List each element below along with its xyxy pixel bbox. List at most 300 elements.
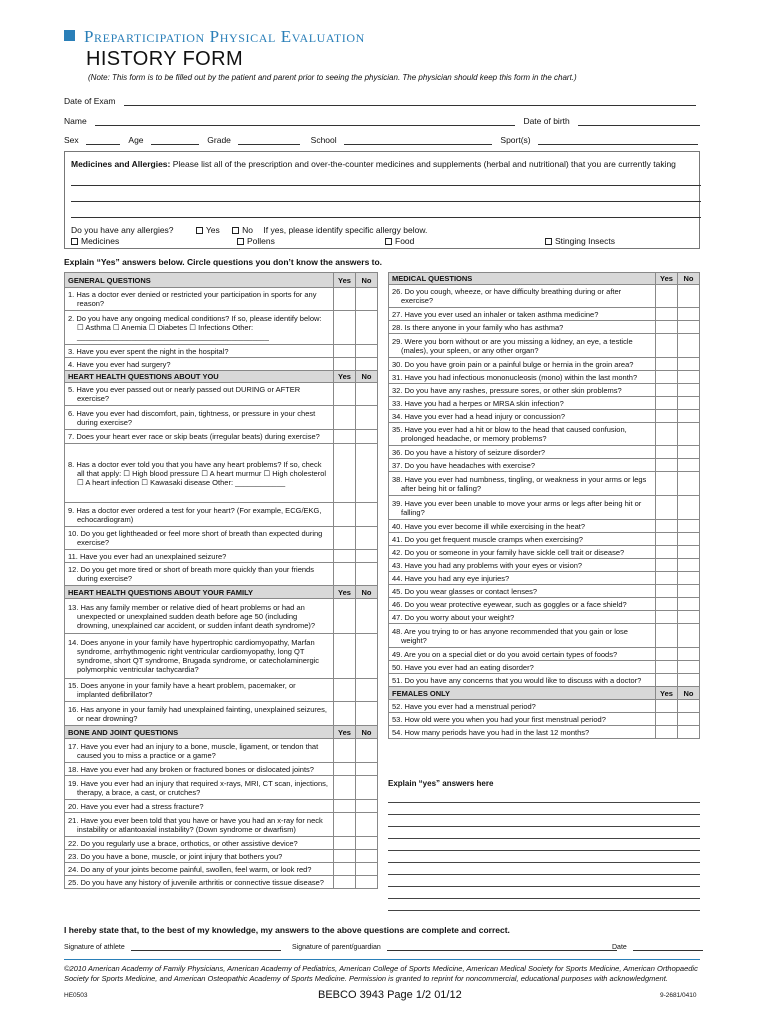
no-answer-cell[interactable] <box>356 430 378 444</box>
no-answer-cell[interactable] <box>678 611 700 624</box>
attestation: I hereby state that, to the best of my knowledge, my answers to the above questions are complete and correct. <box>64 925 510 935</box>
question-row <box>389 674 700 687</box>
yes-answer-cell[interactable] <box>334 837 356 850</box>
no-answer-cell[interactable] <box>678 321 700 334</box>
yes-answer-cell[interactable] <box>334 444 356 503</box>
question-row <box>65 288 378 311</box>
explain-line[interactable] <box>388 814 700 815</box>
no-answer-cell[interactable] <box>678 559 700 572</box>
no-answer-cell[interactable] <box>678 648 700 661</box>
yes-answer-cell[interactable] <box>334 800 356 813</box>
form-code-left: HE0503 <box>64 992 88 999</box>
question-text: 6. Have you ever had discomfort, pain, tightness, or pressure in your chest during exercise? <box>65 406 334 430</box>
form-title: Preparticipation Physical Evaluation <box>84 27 365 46</box>
question-row <box>65 800 378 813</box>
parent-signature-field[interactable] <box>387 944 617 951</box>
question-row <box>65 563 378 586</box>
if-yes-text: If yes, please identify specific allergy below. <box>263 225 428 235</box>
yes-answer-cell[interactable] <box>656 611 678 624</box>
section-header <box>65 726 378 739</box>
yes-answer-cell[interactable] <box>334 288 356 311</box>
no-answer-cell[interactable] <box>678 585 700 598</box>
question-row <box>65 345 378 358</box>
medicines-line[interactable] <box>71 185 701 186</box>
yes-label: Yes <box>205 225 220 235</box>
footer-rule <box>64 959 700 960</box>
allergy-question: Do you have any allergies? <box>71 225 174 235</box>
yes-answer-cell[interactable] <box>656 410 678 423</box>
no-answer-cell[interactable] <box>356 311 378 345</box>
question-text: 23. Do you have a bone, muscle, or joint injury that bothers you? <box>65 850 334 863</box>
allergy-no-checkbox[interactable] <box>232 227 239 234</box>
question-row <box>65 599 378 634</box>
header-square <box>64 30 75 41</box>
no-answer-cell[interactable] <box>356 563 378 586</box>
yes-answer-cell[interactable] <box>334 358 356 371</box>
no-label: No <box>242 225 254 235</box>
question-text: 40. Have you ever become ill while exercising in the heat? <box>389 520 656 533</box>
no-answer-cell[interactable] <box>356 503 378 527</box>
yes-answer-cell[interactable] <box>334 550 356 563</box>
stinging-label: Stinging Insects <box>555 236 616 246</box>
question-row <box>389 559 700 572</box>
no-answer-cell[interactable] <box>356 776 378 800</box>
question-text: 49. Are you on a special diet or do you avoid certain types of foods? <box>389 648 656 661</box>
parent-signature-row <box>292 944 617 951</box>
no-answer-cell[interactable] <box>678 459 700 472</box>
section-title: HEART HEALTH QUESTIONS ABOUT YOU <box>65 371 334 383</box>
no-answer-cell[interactable] <box>356 702 378 726</box>
question-text: 38. Have you ever had numbness, tingling, or weakness in your arms or legs after being hit or falling? <box>389 472 656 496</box>
name-label: Name <box>64 116 87 126</box>
question-text: 45. Do you wear glasses or contact lenses? <box>389 585 656 598</box>
question-text: 52. Have you ever had a menstrual period? <box>389 700 656 713</box>
stinging-checkbox[interactable] <box>545 238 552 245</box>
question-row <box>65 634 378 679</box>
question-text: 16. Has anyone in your family had unexplained fainting, unexplained seizures, or near drowning? <box>65 702 334 726</box>
no-answer-cell[interactable] <box>678 308 700 321</box>
no-answer-cell[interactable] <box>678 661 700 674</box>
yes-answer-cell[interactable] <box>656 700 678 713</box>
no-answer-cell[interactable] <box>356 863 378 876</box>
explain-line[interactable] <box>388 910 700 911</box>
question-row <box>389 334 700 358</box>
yes-answer-cell[interactable] <box>656 308 678 321</box>
no-column-header: No <box>356 586 378 599</box>
name-field[interactable] <box>95 117 515 126</box>
no-answer-cell[interactable] <box>356 406 378 430</box>
no-answer-cell[interactable] <box>356 763 378 776</box>
no-column-header: No <box>356 726 378 739</box>
no-answer-cell[interactable] <box>678 533 700 546</box>
yes-answer-cell[interactable] <box>656 624 678 648</box>
yes-answer-cell[interactable] <box>656 496 678 520</box>
yes-answer-cell[interactable] <box>656 459 678 472</box>
sex-field[interactable] <box>86 136 120 145</box>
question-text: 46. Do you wear protective eyewear, such as goggles or a face shield? <box>389 598 656 611</box>
question-text: 32. Do you have any rashes, pressure sores, or other skin problems? <box>389 384 656 397</box>
no-column-header: No <box>678 687 700 700</box>
yes-answer-cell[interactable] <box>334 702 356 726</box>
yes-answer-cell[interactable] <box>656 585 678 598</box>
athlete-signature-row <box>64 944 281 951</box>
question-text: 3. Have you ever spent the night in the hospital? <box>65 345 334 358</box>
dob-label: Date of birth <box>523 116 570 126</box>
no-answer-cell[interactable] <box>678 598 700 611</box>
question-row <box>65 358 378 371</box>
question-text: 54. How many periods have you had in the last 12 months? <box>389 726 656 739</box>
date-field[interactable] <box>633 944 703 951</box>
athlete-signature-label: Signature of athlete <box>64 944 125 951</box>
yes-answer-cell[interactable] <box>656 334 678 358</box>
question-text: 21. Have you ever been told that you have or have you had an x-ray for neck instability or atlantoaxial instability? (Down syndrome or dwarfism) <box>65 813 334 837</box>
question-text: 26. Do you cough, wheeze, or have difficulty breathing during or after exercise? <box>389 285 656 308</box>
no-answer-cell[interactable] <box>356 850 378 863</box>
question-text: 24. Do any of your joints become painful, swollen, feel warm, or look red? <box>65 863 334 876</box>
no-answer-cell[interactable] <box>678 334 700 358</box>
question-row <box>389 624 700 648</box>
yes-answer-cell[interactable] <box>334 763 356 776</box>
section-title: BONE AND JOINT QUESTIONS <box>65 726 334 739</box>
question-row <box>389 598 700 611</box>
yes-answer-cell[interactable] <box>656 397 678 410</box>
question-text: 5. Have you ever passed out or nearly passed out DURING or AFTER exercise? <box>65 383 334 406</box>
question-text: 2. Do you have any ongoing medical conditions? If so, please identify below: ☐ Asthma ☐ Anemia ☐ Diabetes ☐ Infections Other: ______________________________________________ <box>65 311 334 345</box>
yes-answer-cell[interactable] <box>334 383 356 406</box>
question-text: 53. How old were you when you had your first menstrual period? <box>389 713 656 726</box>
yes-answer-cell[interactable] <box>334 876 356 889</box>
yes-answer-cell[interactable] <box>656 546 678 559</box>
no-column-header: No <box>356 371 378 383</box>
school-field[interactable] <box>344 136 492 145</box>
question-text: 50. Have you ever had an eating disorder? <box>389 661 656 674</box>
no-answer-cell[interactable] <box>678 624 700 648</box>
explain-instructions: Explain “Yes” answers below. Circle questions you don’t know the answers to. <box>64 257 383 267</box>
question-row <box>65 863 378 876</box>
yes-answer-cell[interactable] <box>656 371 678 384</box>
no-answer-cell[interactable] <box>678 446 700 459</box>
explain-line[interactable] <box>388 862 700 863</box>
date-of-exam-label: Date of Exam <box>64 96 116 106</box>
food-checkbox[interactable] <box>385 238 392 245</box>
question-row <box>65 679 378 702</box>
question-row <box>65 876 378 889</box>
question-row <box>389 546 700 559</box>
question-text: 41. Do you get frequent muscle cramps when exercising? <box>389 533 656 546</box>
yes-answer-cell[interactable] <box>334 311 356 345</box>
yes-answer-cell[interactable] <box>334 430 356 444</box>
question-text: 18. Have you ever had any broken or fractured bones or dislocated joints? <box>65 763 334 776</box>
no-answer-cell[interactable] <box>678 410 700 423</box>
yes-answer-cell[interactable] <box>656 285 678 308</box>
yes-answer-cell[interactable] <box>334 634 356 679</box>
question-text: 29. Were you born without or are you missing a kidney, an eye, a testicle (males), your spleen, or any other organ? <box>389 334 656 358</box>
no-answer-cell[interactable] <box>678 572 700 585</box>
question-text: 1. Has a doctor ever denied or restricted your participation in sports for any reason? <box>65 288 334 311</box>
date-of-exam-field[interactable] <box>124 97 696 106</box>
medicines-checkbox[interactable] <box>71 238 78 245</box>
question-text: 47. Do you worry about your weight? <box>389 611 656 624</box>
medicines-line[interactable] <box>71 201 701 202</box>
no-answer-cell[interactable] <box>678 700 700 713</box>
age-field[interactable] <box>151 136 199 145</box>
no-answer-cell[interactable] <box>678 358 700 371</box>
no-answer-cell[interactable] <box>678 726 700 739</box>
yes-answer-cell[interactable] <box>656 674 678 687</box>
date-of-exam-row <box>64 96 696 106</box>
explain-line[interactable] <box>388 898 700 899</box>
question-row <box>389 496 700 520</box>
question-row <box>389 700 700 713</box>
no-answer-cell[interactable] <box>356 813 378 837</box>
question-row <box>389 572 700 585</box>
question-row <box>389 459 700 472</box>
section-title: GENERAL QUESTIONS <box>65 273 334 288</box>
question-row <box>65 550 378 563</box>
sports-field[interactable] <box>538 136 698 145</box>
question-text: 42. Do you or someone in your family have sickle cell trait or disease? <box>389 546 656 559</box>
explain-line[interactable] <box>388 802 700 803</box>
section-header <box>65 273 378 288</box>
question-text: 34. Have you ever had a head injury or concussion? <box>389 410 656 423</box>
question-text: 17. Have you ever had an injury to a bone, muscle, ligament, or tendon that caused you to miss a practice or a game? <box>65 739 334 763</box>
medicines-title: Medicines and Allergies: Please list all of the prescription and over-the-counter medicines and supplements (herbal and nutritional) that you are currently taking <box>71 159 676 169</box>
age-label: Age <box>128 135 144 145</box>
explain-line[interactable] <box>388 886 700 887</box>
yes-answer-cell[interactable] <box>334 863 356 876</box>
question-row <box>389 472 700 496</box>
yes-answer-cell[interactable] <box>656 423 678 446</box>
yes-answer-cell[interactable] <box>656 598 678 611</box>
yes-column-header: Yes <box>334 586 356 599</box>
question-text: 20. Have you ever had a stress fracture? <box>65 800 334 813</box>
yes-column-header: Yes <box>334 726 356 739</box>
question-text: 8. Has a doctor ever told you that you have any heart problems? If so, check all that apply: ☐ High blood pressure ☐ A heart murmur ☐ High cholesterol ☐ A heart infection ☐ Kawasaki disease Other: ____________ <box>65 444 334 503</box>
question-text: 13. Has any family member or relative died of heart problems or had an unexpected or unexplained sudden death before age 50 (including drowning, unexplained car accident, or sudden infant death syndrome)? <box>65 599 334 634</box>
question-row <box>389 585 700 598</box>
question-text: 35. Have you ever had a hit or blow to the head that caused confusion, prolonged headache, or memory problems? <box>389 423 656 446</box>
question-row <box>389 410 700 423</box>
question-text: 10. Do you get lightheaded or feel more short of breath than expected during exercise? <box>65 527 334 550</box>
pollens-checkbox[interactable] <box>237 238 244 245</box>
question-text: 19. Have you ever had an injury that required x-rays, MRI, CT scan, injections, therapy, a brace, a cast, or crutches? <box>65 776 334 800</box>
yes-answer-cell[interactable] <box>656 726 678 739</box>
allergy-yes-checkbox[interactable] <box>196 227 203 234</box>
yes-answer-cell[interactable] <box>334 345 356 358</box>
no-answer-cell[interactable] <box>356 876 378 889</box>
athlete-signature-field[interactable] <box>131 944 281 951</box>
yes-answer-cell[interactable] <box>656 472 678 496</box>
question-text: 7. Does your heart ever race or skip beats (irregular beats) during exercise? <box>65 430 334 444</box>
question-row <box>65 444 378 503</box>
yes-column-header: Yes <box>656 687 678 700</box>
no-answer-cell[interactable] <box>678 397 700 410</box>
question-text: 15. Does anyone in your family have a heart problem, pacemaker, or implanted defibrillator? <box>65 679 334 702</box>
question-row <box>389 713 700 726</box>
yes-answer-cell[interactable] <box>656 321 678 334</box>
yes-answer-cell[interactable] <box>656 559 678 572</box>
yes-answer-cell[interactable] <box>656 648 678 661</box>
section-header <box>389 273 700 285</box>
yes-answer-cell[interactable] <box>334 739 356 763</box>
question-text: 31. Have you had infectious mononucleosis (mono) within the last month? <box>389 371 656 384</box>
question-text: 43. Have you had any problems with your eyes or vision? <box>389 559 656 572</box>
no-answer-cell[interactable] <box>356 739 378 763</box>
yes-answer-cell[interactable] <box>334 679 356 702</box>
medicines-line[interactable] <box>71 217 701 218</box>
no-answer-cell[interactable] <box>356 527 378 550</box>
left-question-table <box>64 272 378 889</box>
name-row <box>64 116 700 126</box>
question-row <box>65 311 378 345</box>
question-row <box>389 611 700 624</box>
question-row <box>65 837 378 850</box>
question-row <box>389 285 700 308</box>
question-row <box>389 661 700 674</box>
school-label: School <box>310 135 337 145</box>
question-text: 48. Are you trying to or has anyone recommended that you gain or lose weight? <box>389 624 656 648</box>
no-answer-cell[interactable] <box>356 634 378 679</box>
explain-yes-label: Explain “yes” answers here <box>388 779 494 788</box>
question-row <box>65 739 378 763</box>
no-answer-cell[interactable] <box>678 472 700 496</box>
question-row <box>65 850 378 863</box>
no-answer-cell[interactable] <box>356 800 378 813</box>
grade-label: Grade <box>207 135 231 145</box>
no-answer-cell[interactable] <box>356 383 378 406</box>
page-footer: BEBCO 3943 Page 1/2 01/12 <box>318 989 462 1001</box>
sex-age-row <box>64 135 698 145</box>
no-answer-cell[interactable] <box>678 496 700 520</box>
question-text: 37. Do you have headaches with exercise? <box>389 459 656 472</box>
question-row <box>389 371 700 384</box>
question-row <box>65 503 378 527</box>
parent-signature-label: Signature of parent/guardian <box>292 944 381 951</box>
question-text: 30. Do you have groin pain or a painful bulge or hernia in the groin area? <box>389 358 656 371</box>
question-row <box>65 702 378 726</box>
no-column-header: No <box>678 273 700 285</box>
question-row <box>389 358 700 371</box>
yes-answer-cell[interactable] <box>656 384 678 397</box>
question-text: 51. Do you have any concerns that you would like to discuss with a doctor? <box>389 674 656 687</box>
form-subtitle: HISTORY FORM <box>86 48 244 70</box>
no-answer-cell[interactable] <box>356 550 378 563</box>
question-row <box>389 533 700 546</box>
explain-line[interactable] <box>388 826 700 827</box>
section-title: FEMALES ONLY <box>389 687 656 700</box>
question-text: 14. Does anyone in your family have hypertrophic cardiomyopathy, Marfan syndrome, arrhythmogenic right ventricular cardiomyopathy, long QT syndrome, short QT syndrome, Brugada syndrome, or catecholaminergic polymorphic ventricular tachycardia? <box>65 634 334 679</box>
no-answer-cell[interactable] <box>678 713 700 726</box>
dob-field[interactable] <box>578 117 700 126</box>
question-text: 25. Do you have any history of juvenile arthritis or connective tissue disease? <box>65 876 334 889</box>
no-answer-cell[interactable] <box>356 288 378 311</box>
explain-line[interactable] <box>388 850 700 851</box>
no-answer-cell[interactable] <box>678 546 700 559</box>
allergy-row <box>71 225 427 235</box>
question-row <box>389 321 700 334</box>
no-answer-cell[interactable] <box>356 444 378 503</box>
yes-answer-cell[interactable] <box>656 661 678 674</box>
yes-answer-cell[interactable] <box>656 358 678 371</box>
question-text: 33. Have you had a herpes or MRSA skin infection? <box>389 397 656 410</box>
question-text: 9. Has a doctor ever ordered a test for your heart? (For example, ECG/EKG, echocardiogram) <box>65 503 334 527</box>
no-answer-cell[interactable] <box>356 358 378 371</box>
no-answer-cell[interactable] <box>678 371 700 384</box>
section-header <box>65 586 378 599</box>
question-row <box>389 308 700 321</box>
date-signature-row <box>612 944 703 951</box>
question-row <box>65 527 378 550</box>
yes-answer-cell[interactable] <box>334 503 356 527</box>
yes-answer-cell[interactable] <box>334 527 356 550</box>
question-row <box>389 384 700 397</box>
yes-answer-cell[interactable] <box>656 572 678 585</box>
food-label: Food <box>395 236 415 246</box>
question-row <box>65 763 378 776</box>
yes-answer-cell[interactable] <box>334 776 356 800</box>
form-code-right: 9-2681/0410 <box>660 992 697 999</box>
question-text: 11. Have you ever had an unexplained seizure? <box>65 550 334 563</box>
question-text: 27. Have you ever used an inhaler or taken asthma medicine? <box>389 308 656 321</box>
yes-answer-cell[interactable] <box>334 406 356 430</box>
date-label: Date <box>612 944 627 951</box>
question-row <box>65 776 378 800</box>
section-title: HEART HEALTH QUESTIONS ABOUT YOUR FAMILY <box>65 586 334 599</box>
section-title: MEDICAL QUESTIONS <box>389 273 656 285</box>
yes-answer-cell[interactable] <box>656 533 678 546</box>
question-row <box>389 423 700 446</box>
grade-field[interactable] <box>238 136 300 145</box>
yes-answer-cell[interactable] <box>656 713 678 726</box>
right-question-table <box>388 272 700 739</box>
yes-column-header: Yes <box>334 371 356 383</box>
explain-line[interactable] <box>388 838 700 839</box>
medicines-box <box>64 151 700 249</box>
question-row <box>389 446 700 459</box>
question-text: 4. Have you ever had surgery? <box>65 358 334 371</box>
yes-answer-cell[interactable] <box>334 813 356 837</box>
question-text: 12. Do you get more tired or short of breath more quickly than your friends during exercise? <box>65 563 334 586</box>
no-answer-cell[interactable] <box>356 837 378 850</box>
yes-answer-cell[interactable] <box>334 850 356 863</box>
yes-answer-cell[interactable] <box>334 599 356 634</box>
question-text: 28. Is there anyone in your family who has asthma? <box>389 321 656 334</box>
no-answer-cell[interactable] <box>678 423 700 446</box>
explain-line[interactable] <box>388 874 700 875</box>
form-note: (Note: This form is to be filled out by the patient and parent prior to seeing the physician. The physician should keep this form in the chart.) <box>88 73 577 82</box>
no-answer-cell[interactable] <box>678 285 700 308</box>
yes-column-header: Yes <box>334 273 356 288</box>
yes-answer-cell[interactable] <box>334 563 356 586</box>
no-answer-cell[interactable] <box>678 674 700 687</box>
no-answer-cell[interactable] <box>356 679 378 702</box>
no-answer-cell[interactable] <box>678 520 700 533</box>
question-row <box>389 726 700 739</box>
yes-answer-cell[interactable] <box>656 446 678 459</box>
section-header <box>389 687 700 700</box>
pollens-label: Pollens <box>247 236 275 246</box>
question-text: 36. Do you have a history of seizure disorder? <box>389 446 656 459</box>
no-answer-cell[interactable] <box>678 384 700 397</box>
question-text: 44. Have you had any eye injuries? <box>389 572 656 585</box>
yes-answer-cell[interactable] <box>656 520 678 533</box>
no-answer-cell[interactable] <box>356 345 378 358</box>
question-row <box>389 520 700 533</box>
question-row <box>65 813 378 837</box>
section-header <box>65 371 378 383</box>
no-answer-cell[interactable] <box>356 599 378 634</box>
question-row <box>65 406 378 430</box>
